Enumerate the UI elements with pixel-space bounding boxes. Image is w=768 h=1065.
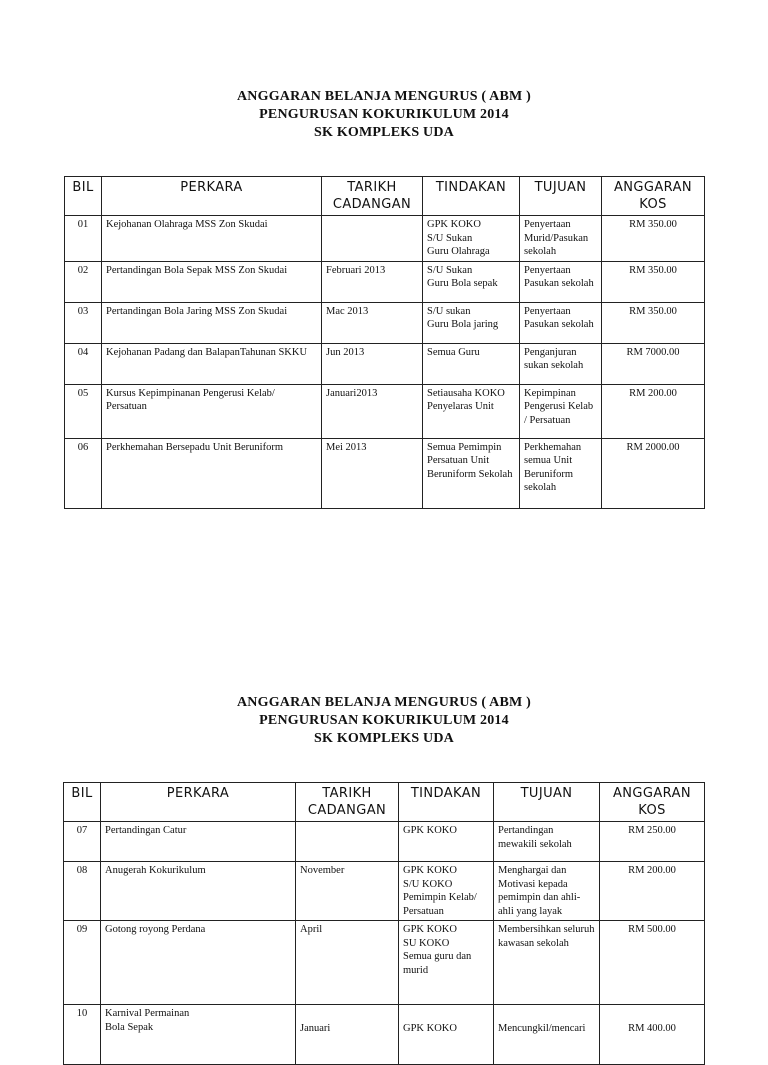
cell-perkara: Pertandingan Bola Sepak MSS Zon Skudai xyxy=(102,261,322,302)
cell-tujuan: Penyertaan Pasukan sekolah xyxy=(520,261,602,302)
cell-perkara: Pertandingan Catur xyxy=(101,822,296,862)
header-kos: ANGGARAN KOS xyxy=(600,783,705,822)
cell-bil: 06 xyxy=(65,438,102,508)
cell-kos: RM 400.00 xyxy=(600,1005,705,1065)
table-row xyxy=(65,343,705,384)
cell-kos: RM 250.00 xyxy=(600,822,705,862)
cell-perkara: Gotong royong Perdana xyxy=(101,921,296,1005)
cell-tindakan: GPK KOKO S/U Sukan Guru Olahraga xyxy=(423,216,520,262)
table-header-row xyxy=(64,783,705,822)
cell-tarikh xyxy=(322,216,423,262)
header-tarikh: TARIKH CADANGAN xyxy=(322,177,423,216)
page1-title-line2: PENGURUSAN KOKURIKULUM 2014 xyxy=(259,107,509,122)
page2-title-line3: SK KOMPLEKS UDA xyxy=(314,731,454,746)
abm-table-2 xyxy=(63,782,705,1065)
cell-bil: 05 xyxy=(65,384,102,438)
cell-kos: RM 200.00 xyxy=(600,862,705,921)
cell-tindakan: GPK KOKO xyxy=(399,1005,494,1065)
page2-title-line2: PENGURUSAN KOKURIKULUM 2014 xyxy=(259,713,509,728)
cell-tindakan: S/U Sukan Guru Bola sepak xyxy=(423,261,520,302)
cell-tarikh: Januari2013 xyxy=(322,384,423,438)
cell-tindakan: Semua Guru xyxy=(423,343,520,384)
cell-tarikh: Februari 2013 xyxy=(322,261,423,302)
cell-tujuan: Pertandingan mewakili sekolah xyxy=(494,822,600,862)
table-row xyxy=(65,216,705,262)
table-row xyxy=(64,822,705,862)
cell-kos: RM 200.00 xyxy=(602,384,705,438)
cell-tindakan: Semua Pemimpin Persatuan Unit Beruniform Sekolah xyxy=(423,438,520,508)
abm-table-1 xyxy=(64,176,705,509)
cell-tarikh: November xyxy=(296,862,399,921)
cell-tarikh: Mei 2013 xyxy=(322,438,423,508)
cell-kos: RM 350.00 xyxy=(602,216,705,262)
header-tujuan: TUJUAN xyxy=(520,177,602,216)
cell-tujuan: Membersihkan seluruh kawasan sekolah xyxy=(494,921,600,1005)
header-tujuan: TUJUAN xyxy=(494,783,600,822)
table-row xyxy=(64,921,705,1005)
header-bil: BIL xyxy=(65,177,102,216)
cell-tindakan: GPK KOKO SU KOKO Semua guru dan murid xyxy=(399,921,494,1005)
cell-perkara: Pertandingan Bola Jaring MSS Zon Skudai xyxy=(102,302,322,343)
cell-bil: 07 xyxy=(64,822,101,862)
cell-kos: RM 500.00 xyxy=(600,921,705,1005)
cell-bil: 02 xyxy=(65,261,102,302)
cell-bil: 01 xyxy=(65,216,102,262)
cell-tarikh: Januari xyxy=(296,1005,399,1065)
cell-tujuan: Perkhemahan semua Unit Beruniform sekolah xyxy=(520,438,602,508)
page1-title-line1: ANGGARAN BELANJA MENGURUS ( ABM ) xyxy=(237,89,531,104)
cell-bil: 04 xyxy=(65,343,102,384)
table-row xyxy=(64,1005,705,1065)
header-tarikh: TARIKH CADANGAN xyxy=(296,783,399,822)
cell-tindakan: GPK KOKO S/U KOKO Pemimpin Kelab/ Persatuan xyxy=(399,862,494,921)
cell-kos: RM 350.00 xyxy=(602,261,705,302)
cell-bil: 08 xyxy=(64,862,101,921)
cell-tujuan: Penyertaan Murid/Pasukan sekolah xyxy=(520,216,602,262)
cell-bil: 03 xyxy=(65,302,102,343)
cell-perkara: Kejohanan Olahraga MSS Zon Skudai xyxy=(102,216,322,262)
page2-title-line1: ANGGARAN BELANJA MENGURUS ( ABM ) xyxy=(237,695,531,710)
cell-perkara: Anugerah Kokurikulum xyxy=(101,862,296,921)
header-tindakan: TINDAKAN xyxy=(399,783,494,822)
table-row xyxy=(64,862,705,921)
table-row xyxy=(65,438,705,508)
cell-tindakan: Setiausaha KOKO Penyelaras Unit xyxy=(423,384,520,438)
cell-tarikh: Jun 2013 xyxy=(322,343,423,384)
header-kos: ANGGARAN KOS xyxy=(602,177,705,216)
cell-tindakan: GPK KOKO xyxy=(399,822,494,862)
cell-tarikh: April xyxy=(296,921,399,1005)
cell-tarikh: Mac 2013 xyxy=(322,302,423,343)
cell-perkara: Kejohanan Padang dan BalapanTahunan SKKU xyxy=(102,343,322,384)
cell-tujuan: Penyertaan Pasukan sekolah xyxy=(520,302,602,343)
cell-bil: 09 xyxy=(64,921,101,1005)
table-row xyxy=(65,261,705,302)
cell-perkara: Perkhemahan Bersepadu Unit Beruniform xyxy=(102,438,322,508)
header-perkara: PERKARA xyxy=(101,783,296,822)
cell-perkara: Kursus Kepimpinanan Pengerusi Kelab/ Persatuan xyxy=(102,384,322,438)
cell-tujuan: Menghargai dan Motivasi kepada pemimpin dan ahli-ahli yang layak xyxy=(494,862,600,921)
header-bil: BIL xyxy=(64,783,101,822)
table-row xyxy=(65,384,705,438)
cell-tindakan: S/U sukan Guru Bola jaring xyxy=(423,302,520,343)
cell-tujuan: Kepimpinan Pengerusi Kelab / Persatuan xyxy=(520,384,602,438)
table-header-row xyxy=(65,177,705,216)
table-row xyxy=(65,302,705,343)
header-tindakan: TINDAKAN xyxy=(423,177,520,216)
cell-kos: RM 2000.00 xyxy=(602,438,705,508)
cell-perkara: Karnival Permainan Bola Sepak xyxy=(101,1005,296,1065)
cell-kos: RM 7000.00 xyxy=(602,343,705,384)
cell-tarikh xyxy=(296,822,399,862)
cell-kos: RM 350.00 xyxy=(602,302,705,343)
cell-bil: 10 xyxy=(64,1005,101,1065)
page1-title-line3: SK KOMPLEKS UDA xyxy=(314,125,454,140)
header-perkara: PERKARA xyxy=(102,177,322,216)
cell-tujuan: Penganjuran sukan sekolah xyxy=(520,343,602,384)
cell-tujuan: Mencungkil/mencari xyxy=(494,1005,600,1065)
